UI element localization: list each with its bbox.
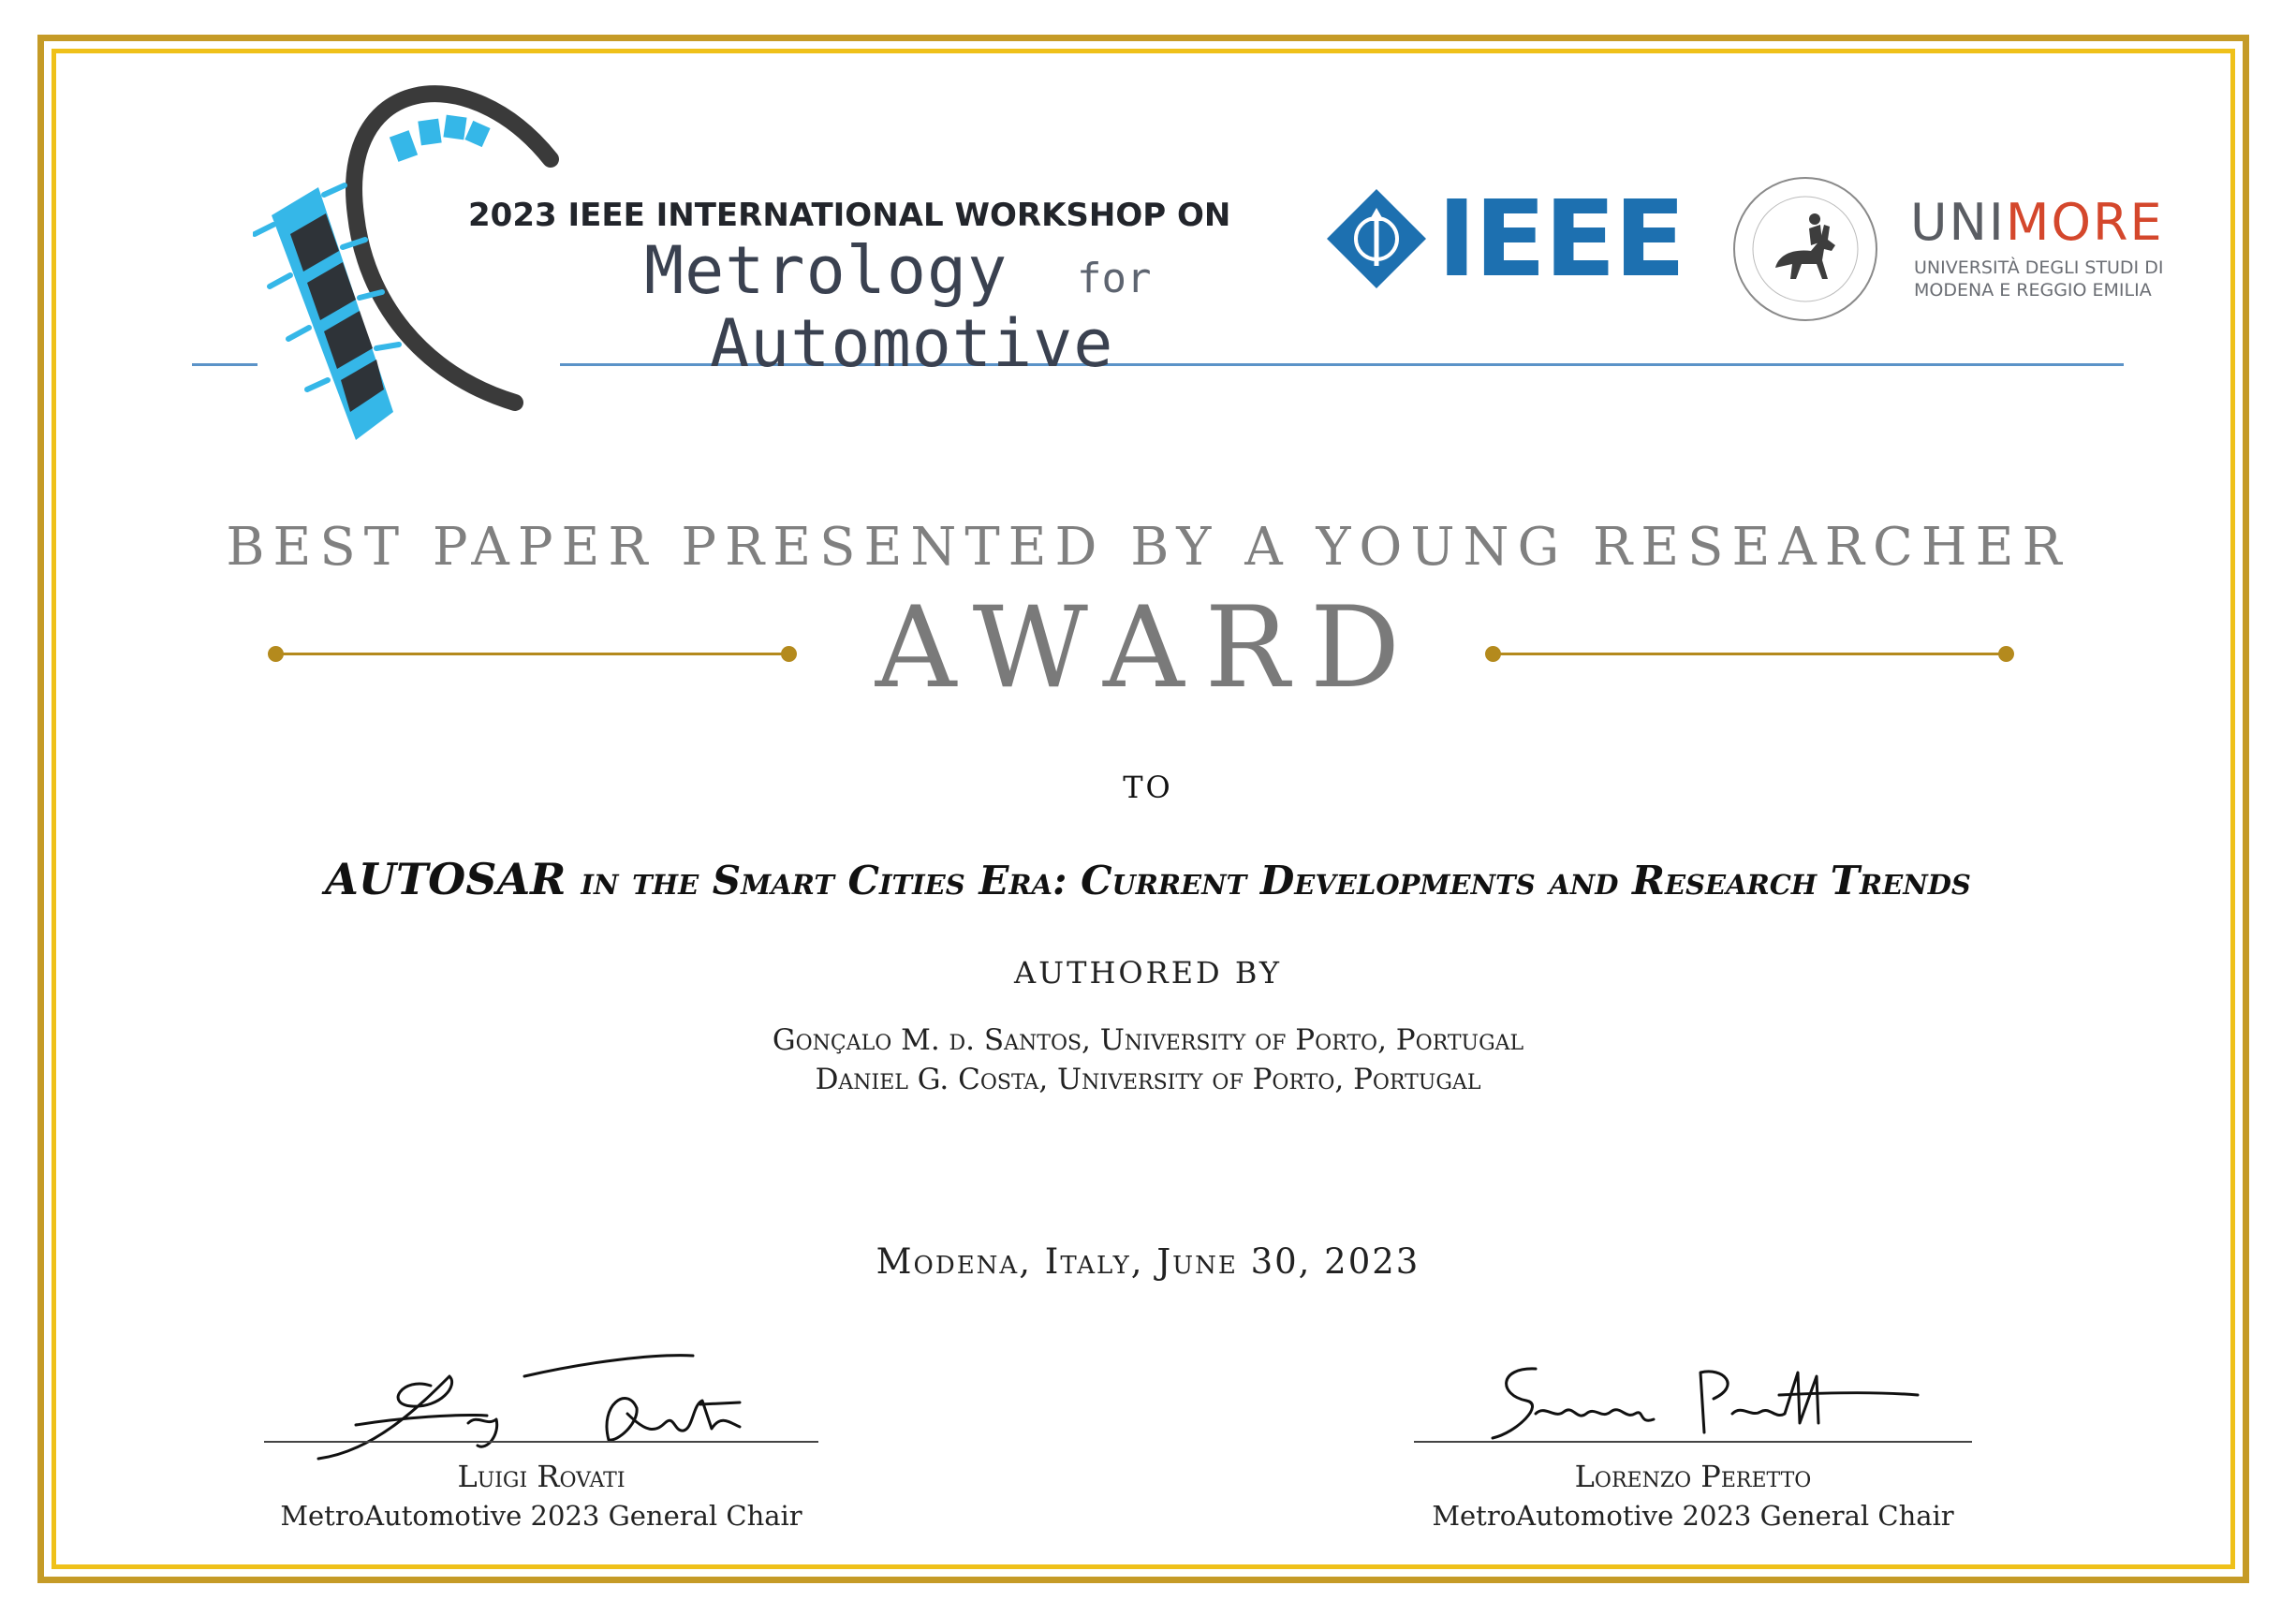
unimore-uni: UNI	[1910, 193, 2006, 252]
ieee-diamond-icon	[1325, 187, 1428, 290]
decor-dot-right-outer	[1998, 646, 2014, 662]
unimore-subtitle	[1914, 257, 2163, 301]
paper-title-lead: AUTOSAR	[325, 854, 567, 904]
to-label: TO	[1123, 770, 1173, 805]
workshop-name-automotive: Automotive	[710, 305, 1114, 382]
workshop-heading: 2023 IEEE INTERNATIONAL WORKSHOP ON	[468, 197, 1231, 234]
workshop-name-for: for	[1077, 255, 1152, 302]
ieee-logo-text: IEEE	[1437, 179, 1685, 301]
signature-line-left	[264, 1441, 818, 1443]
signature-rovati-icon	[300, 1348, 824, 1470]
paper-title	[0, 854, 2296, 904]
metrology-automotive-logo-icon	[253, 75, 562, 459]
author-line: Daniel G. Costa, University of Porto, Portugal	[815, 1063, 1481, 1096]
header-rule-left	[192, 363, 258, 366]
unimore-seal-icon	[1730, 174, 1880, 324]
signatory-name: Luigi Rovati	[457, 1459, 626, 1494]
authored-by-label: AUTHORED BY	[1014, 955, 1282, 991]
unimore-subtitle-line-2: MODENA E REGGIO EMILIA	[1914, 280, 2152, 301]
paper-title-rest: in the Smart Cities Era: Current Developments and Research Trends	[581, 858, 1971, 903]
award-subtitle: BEST PAPER PRESENTED BY A YOUNG RESEARCHER	[226, 517, 2070, 578]
workshop-name-metrology: Metrology	[644, 232, 1008, 309]
unimore-subtitle-line-1: UNIVERSITÀ DEGLI STUDI DI	[1914, 257, 2164, 278]
signatory-name: Lorenzo Peretto	[1574, 1459, 1812, 1494]
unimore-more: MORE	[2005, 193, 2164, 252]
signature-line-right	[1414, 1441, 1972, 1443]
award-title: AWARD	[875, 583, 1421, 713]
place-and-date: Modena, Italy, June 30, 2023	[876, 1241, 1420, 1282]
unimore-logo-text	[1910, 193, 2164, 252]
decor-line-right	[1493, 653, 2004, 655]
signatory-role: MetroAutomotive 2023 General Chair	[1432, 1500, 1954, 1532]
author-line: Gonçalo M. d. Santos, University of Porto, Portugal	[772, 1023, 1524, 1057]
signatory-role: MetroAutomotive 2023 General Chair	[280, 1500, 802, 1532]
signature-peretto-icon	[1479, 1358, 1920, 1461]
